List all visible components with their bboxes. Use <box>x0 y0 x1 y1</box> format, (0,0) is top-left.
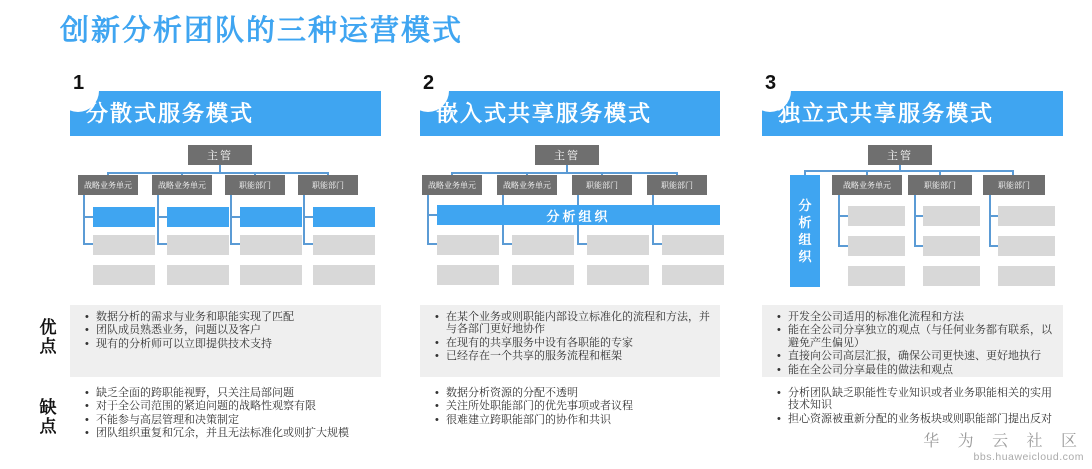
org-node-unit: 职能部门 <box>225 175 285 195</box>
page-title: 创新分析团队的三种运营模式 <box>60 15 464 47</box>
org-subunit-box <box>93 235 155 255</box>
list-item: • 数据分析的需求与业务和职能实现了匹配 <box>96 311 377 323</box>
watermark-site: bbs.huaweicloud.com <box>973 451 1084 463</box>
org-subunit-box <box>662 235 724 255</box>
org-subunit-box <box>587 265 649 285</box>
cons-list <box>762 381 1063 425</box>
row-label-cons: 缺点 <box>39 398 57 436</box>
org-subunit-box <box>923 236 980 256</box>
list-item: • 能在全公司分享最佳的做法和观点 <box>788 364 1059 376</box>
mode-header-label: 嵌入式共享服务模式 <box>436 101 653 126</box>
connector-line <box>83 216 93 218</box>
org-node-unit: 战略业务单元 <box>422 175 482 195</box>
watermark-brand: 华 为 云 社 区 <box>923 433 1084 450</box>
connector-line <box>157 216 167 218</box>
mode-header-label: 独立式共享服务模式 <box>778 101 995 126</box>
list-item: • 开发全公司适用的标准化流程和方法 <box>788 311 1059 323</box>
org-band-analysis: 分析组织 <box>437 205 720 225</box>
connector-line <box>303 195 305 245</box>
list-item: • 在现有的共享服务中设有各职能的专家 <box>446 337 716 349</box>
org-node-unit: 职能部门 <box>298 175 358 195</box>
mode-header-bar <box>762 72 1063 136</box>
org-node-unit: 战略业务单元 <box>152 175 212 195</box>
org-subunit-box <box>998 266 1055 286</box>
connector-line <box>157 243 167 245</box>
cons-list <box>70 381 381 440</box>
pros-list <box>762 305 1063 376</box>
org-subunit-box <box>437 235 499 255</box>
mode-column-2 <box>420 0 720 469</box>
connector-line <box>502 243 512 245</box>
list-item: • 直接向公司高层汇报，确保公司更快速、更好地执行 <box>788 350 1059 362</box>
org-subunit-box <box>512 235 574 255</box>
row-label-pros: 优点 <box>39 318 57 356</box>
cons-panel <box>70 381 381 461</box>
org-node-unit: 职能部门 <box>647 175 707 195</box>
org-subunit-box <box>848 266 905 286</box>
org-node-supervisor: 主管 <box>535 145 599 165</box>
list-item: • 不能参与高层管理和决策制定 <box>96 414 377 426</box>
connector-line <box>303 216 313 218</box>
org-node-unit: 职能部门 <box>572 175 632 195</box>
connector-line <box>804 170 1014 172</box>
org-node-unit: 战略业务单元 <box>832 175 902 195</box>
cons-panel <box>420 381 720 461</box>
mode-header-label: 分散式服务模式 <box>86 101 255 126</box>
org-subunit-box <box>240 265 302 285</box>
connector-line <box>83 243 93 245</box>
org-subunit-box-analyst <box>240 207 302 227</box>
org-chart <box>70 140 381 290</box>
org-subunit-box <box>512 265 574 285</box>
connector-line <box>427 195 429 245</box>
mode-column-1 <box>70 0 381 469</box>
org-subunit-box <box>93 265 155 285</box>
list-item: • 已经存在一个共享的服务流程和框架 <box>446 350 716 362</box>
mode-number-badge: 3 <box>765 72 777 94</box>
pros-list <box>70 305 381 350</box>
org-node-unit: 战略业务单元 <box>78 175 138 195</box>
connector-line <box>230 243 240 245</box>
list-item: • 关注所处职能部门的优先事项或者议程 <box>446 400 716 412</box>
mode-header-bar <box>420 72 720 136</box>
connector-line <box>427 243 437 245</box>
connector-line <box>107 172 329 174</box>
org-subunit-box-analyst <box>313 207 375 227</box>
connector-line <box>838 245 848 247</box>
org-subunit-box <box>313 235 375 255</box>
connector-line <box>230 195 232 245</box>
org-subunit-box <box>313 265 375 285</box>
org-vertical-analysis-label: 分析组织 <box>798 198 812 264</box>
list-item: • 现有的分析师可以立即提供技术支持 <box>96 338 377 350</box>
list-item: • 能在全公司分享独立的观点（与任何业务都有联系，以避免产生偏见） <box>788 324 1059 349</box>
mode-number-badge: 2 <box>423 72 435 94</box>
org-subunit-box <box>923 206 980 226</box>
list-item: • 对于全公司范围的紧迫问题的战略性观察有限 <box>96 400 377 412</box>
connector-line <box>838 215 848 217</box>
connector-line <box>577 243 587 245</box>
watermark <box>923 433 1084 463</box>
pros-panel <box>420 305 720 377</box>
list-item: • 团队组织重复和冗余，并且无法标准化或则扩大规模 <box>96 427 377 439</box>
mode-column-3 <box>762 0 1063 469</box>
connector-line <box>230 216 240 218</box>
org-subunit-box <box>848 236 905 256</box>
org-node-unit: 战略业务单元 <box>497 175 557 195</box>
org-subunit-box <box>998 206 1055 226</box>
pros-panel <box>70 305 381 377</box>
list-item: • 在某个业务或则职能内部设立标准化的流程和方法，并与各部门更好地协作 <box>446 311 716 336</box>
list-item: • 缺乏全面的跨职能视野，只关注局部问题 <box>96 387 377 399</box>
cons-list <box>420 381 720 426</box>
connector-line <box>427 214 437 216</box>
org-subunit-box <box>923 266 980 286</box>
org-node-supervisor: 主管 <box>188 145 252 165</box>
list-item: • 分析团队缺乏职能性专业知识或者业务职能相关的实用技术知识 <box>788 387 1059 412</box>
org-subunit-box <box>662 265 724 285</box>
connector-line <box>652 243 662 245</box>
pros-panel <box>762 305 1063 377</box>
connector-line <box>451 172 678 174</box>
connector-line <box>83 195 85 245</box>
connector-line <box>838 195 840 247</box>
mode-header-bar <box>70 72 381 136</box>
org-chart <box>762 140 1063 290</box>
list-item: • 很难建立跨职能部门的协作和共识 <box>446 414 716 426</box>
mode-number-badge: 1 <box>73 72 85 94</box>
pros-list <box>420 305 720 363</box>
org-node-unit: 职能部门 <box>983 175 1045 195</box>
list-item: • 担心资源被重新分配的业务板块或则职能部门提出反对 <box>788 413 1059 425</box>
org-subunit-box <box>998 236 1055 256</box>
org-vertical-analysis <box>790 175 820 287</box>
org-node-supervisor: 主管 <box>868 145 932 165</box>
list-item: • 数据分析资源的分配不透明 <box>446 387 716 399</box>
org-subunit-box-analyst <box>93 207 155 227</box>
org-subunit-box-analyst <box>167 207 229 227</box>
org-subunit-box <box>587 235 649 255</box>
list-item: • 团队成员熟悉业务，问题以及客户 <box>96 324 377 336</box>
org-subunit-box <box>167 235 229 255</box>
org-subunit-box <box>240 235 302 255</box>
org-subunit-box <box>167 265 229 285</box>
org-chart <box>420 140 720 290</box>
org-subunit-box <box>848 206 905 226</box>
connector-line <box>989 195 991 247</box>
connector-line <box>303 243 313 245</box>
connector-line <box>157 195 159 245</box>
org-subunit-box <box>437 265 499 285</box>
connector-line <box>914 195 916 247</box>
org-node-unit: 职能部门 <box>908 175 972 195</box>
